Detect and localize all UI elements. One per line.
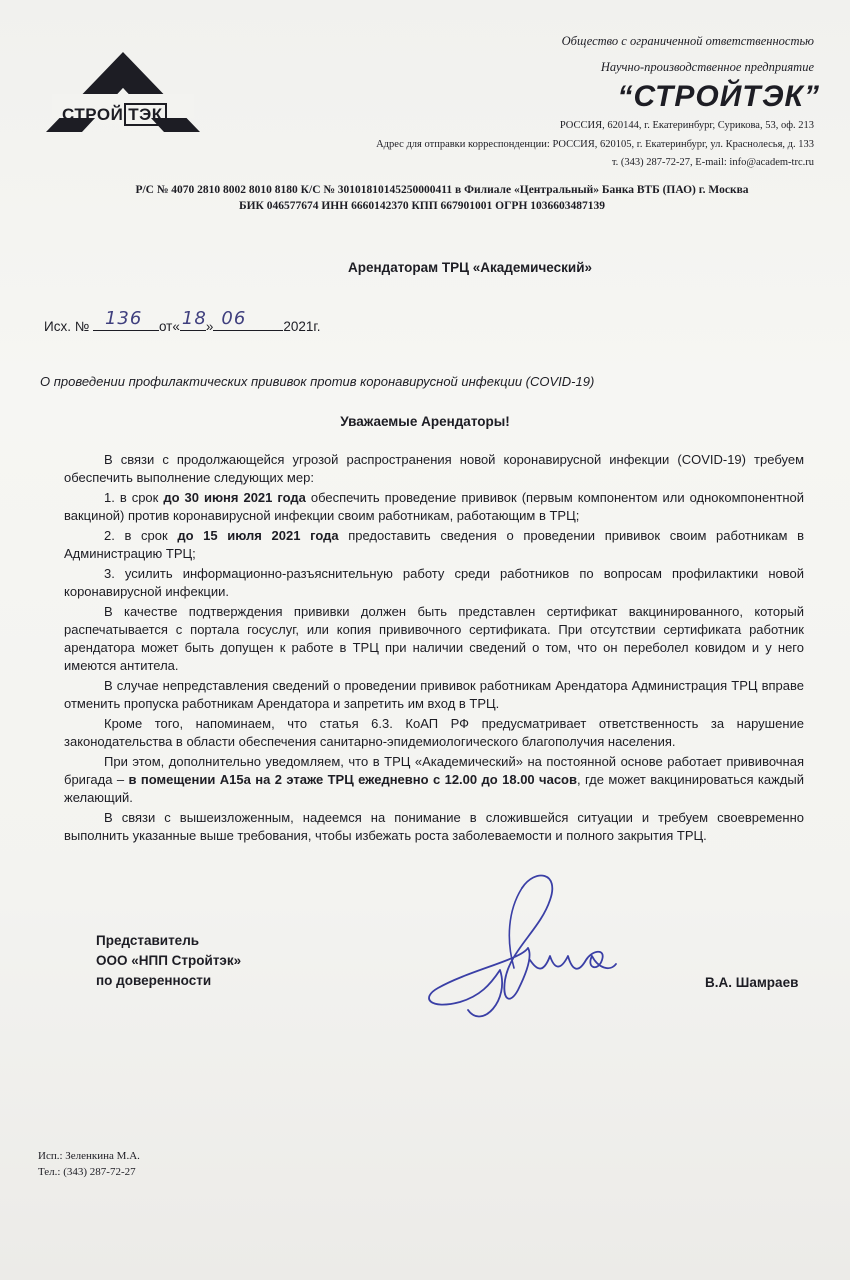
signatory-role: Представитель ООО «НПП Стройтэк» по доверенности [96, 933, 242, 988]
address-postal: Адрес для отправки корреспонденции: РОССИЯ, 620105, г. Екатеринбург, ул. Краснолесья, д. 133 [376, 139, 814, 150]
paragraph: В случае непредставления сведений о проведении прививок работникам Арендатора Администрация ТРЦ вправе отменить пропуска работникам Арендатора и запретить им вход в ТРЦ. [64, 678, 804, 711]
executor-info: Исп.: Зеленкина М.А. Тел.: (343) 287-72-27 [38, 1150, 140, 1178]
paragraph: В связи с продолжающейся угрозой распространения новой коронавирусной инфекции (COVID-19) требуем обеспечить выполнение следующих мер: [64, 452, 804, 485]
addressee: Арендаторам ТРЦ «Академический» [347, 260, 592, 275]
ref-prefix: Исх. № [44, 319, 90, 334]
contacts: т. (343) 287-72-27, E-mail: info@academ-trc.ru [611, 157, 814, 168]
signatory-name: В.А. Шамраев [705, 975, 799, 990]
ref-month-field [213, 308, 283, 331]
address-legal: РОССИЯ, 620144, г. Екатеринбург, Сурикова, 53, оф. 213 [559, 120, 814, 131]
brand-name: “СТРОЙТЭК” [617, 80, 820, 113]
ref-close-quote: » [205, 319, 214, 334]
paragraph: В качестве подтверждения прививки должен быть представлен сертификат вакцинированного, который распечатывается с портала госуслуг, или копия прививочного сертификата. При отсутствии сертификата работник арендатора может быть допущен к работе в ТРЦ при наличии сведений о том, что он переболел ковидом и у него имеются антитела. [64, 604, 804, 673]
ref-year: 2021г. [283, 319, 321, 334]
ref-month: 06 [221, 308, 247, 329]
logo-text: СТРОЙ ТЭК [62, 105, 167, 125]
salutation: Уважаемые Арендаторы! [340, 414, 510, 429]
handwritten-signature-icon [410, 860, 630, 1030]
ref-number: 136 [104, 308, 143, 329]
ref-day-field [180, 308, 207, 331]
paragraph: Кроме того, напоминаем, что статья 6.3. КоАП РФ предусматривает ответственность за нарушение законодательства в области обеспечения санитарно-эпидемиологического благополучия населения. [64, 716, 804, 749]
ref-number-field [93, 308, 159, 331]
ref-open-quote: « [172, 319, 180, 334]
ref-day: 18 [181, 308, 207, 329]
list-item: 2. в срок до 15 июля 2021 года предоставить сведения о проведении прививок своим работникам в Администрацию ТРЦ; [64, 528, 804, 561]
paragraph: При этом, дополнительно уведомляем, что в ТРЦ «Академический» на постоянной основе работает прививочная бригада – в помещении А15а на 2 этаже ТРЦ ежедневно с 12.00 до 18.00 часов, где может вакцинироваться каждый желающий. [64, 754, 804, 805]
org-form: Общество с ограниченной ответственностью [561, 34, 814, 48]
letter-body [64, 451, 804, 847]
bank-details-line2: БИК 046577674 ИНН 6660142370 КПП 667901001 ОГРН 1036603487139 [238, 200, 606, 212]
org-type: Научно-производственное предприятие [600, 60, 814, 74]
subject-line: О проведении профилактических прививок против коронавирусной инфекции (COVID-19) [40, 374, 595, 389]
outgoing-reference [44, 308, 321, 334]
list-item: 3. усилить информационно-разъяснительную работу среди работников по вопросам профилактики новой коронавирусной инфекции. [64, 566, 804, 599]
bank-details-line1: Р/С № 4070 2810 8002 8010 8180 К/С № 30101810145250000411 в Филиале «Центральный» Банка ВТБ (ПАО) г. Москва [135, 184, 749, 196]
list-item: 1. в срок до 30 июня 2021 года обеспечить проведение прививок (первым компонентом или однокомпонентной вакциной) против коронавирусной инфекции своим работникам, работающим в ТРЦ; [64, 490, 805, 523]
paragraph: В связи с вышеизложенным, надеемся на понимание в сложившейся ситуации и требуем своевременно выполнить указанные выше требования, чтобы избежать роста заболеваемости и полного закрытия ТРЦ. [64, 810, 804, 843]
ref-from: от [158, 319, 173, 334]
